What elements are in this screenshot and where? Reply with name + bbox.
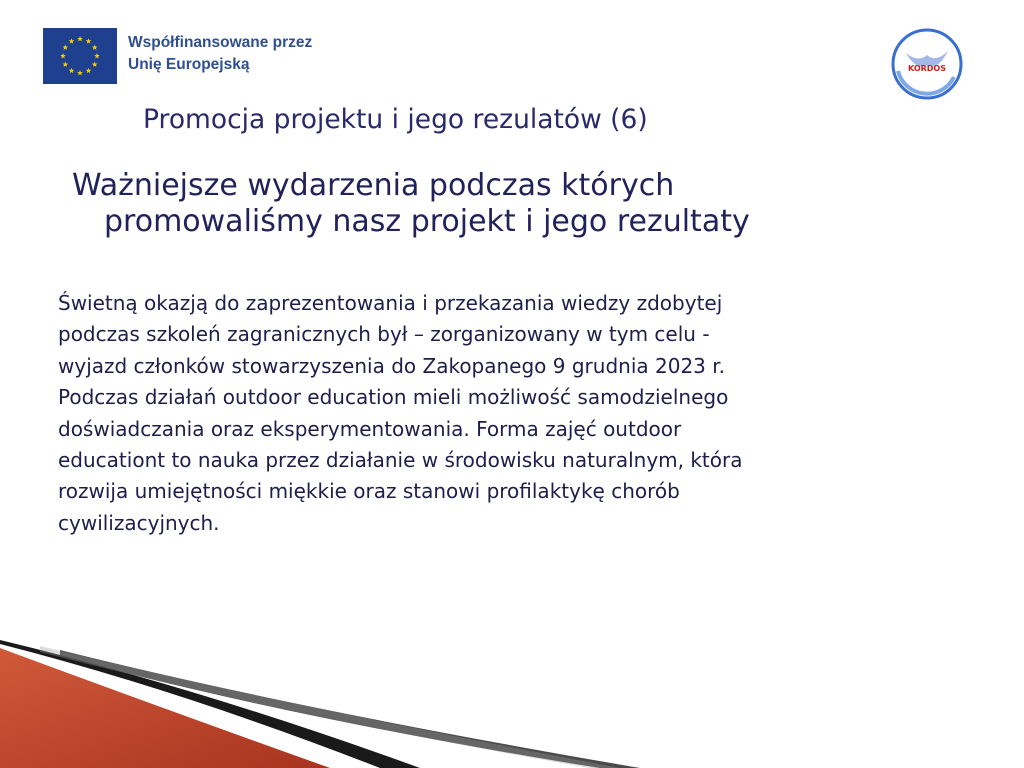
body-line: Podczas działań outdoor education mieli możliwość samodzielnego [58,385,729,410]
eu-flag-icon [43,28,117,84]
body-line: wyjazd członków stowarzyszenia do Zakopanego 9 grudnia 2023 r. [58,353,725,378]
subtitle-line1: Ważniejsze wydarzenia podczas których [72,168,675,203]
eu-text-line1: Współfinansowane przez [128,34,313,51]
body-line: cywilizacyjnych. [58,510,220,535]
eu-text-line2: Unię Europejską [128,56,250,73]
slide-subtitle [72,168,972,240]
body-line: podczas szkoleń zagranicznych był – zorganizowany w tym celu - [58,322,710,347]
body-paragraph [58,288,958,539]
body-line: doświadczania oraz eksperymentowania. Forma zajęć outdoor [58,416,682,441]
body-line: Świetną okazją do zaprezentowania i przekazania wiedzy zdobytej [58,291,723,315]
body-line: rozwija umiejętności miękkie oraz stanowi profilaktykę chorób [58,479,680,504]
slide-title: Promocja projektu i jego rezulatów (6) [143,104,648,135]
subtitle-line2: promowaliśmy nasz projekt i jego rezultaty [104,204,750,239]
association-logo-text: KORDOS [907,64,947,73]
eu-cofinancing-text [128,32,388,76]
corner-swoosh-decoration [0,630,640,768]
body-line: educationt to nauka przez działanie w środowisku naturalnym, która [58,448,743,473]
association-logo-icon [888,25,966,103]
